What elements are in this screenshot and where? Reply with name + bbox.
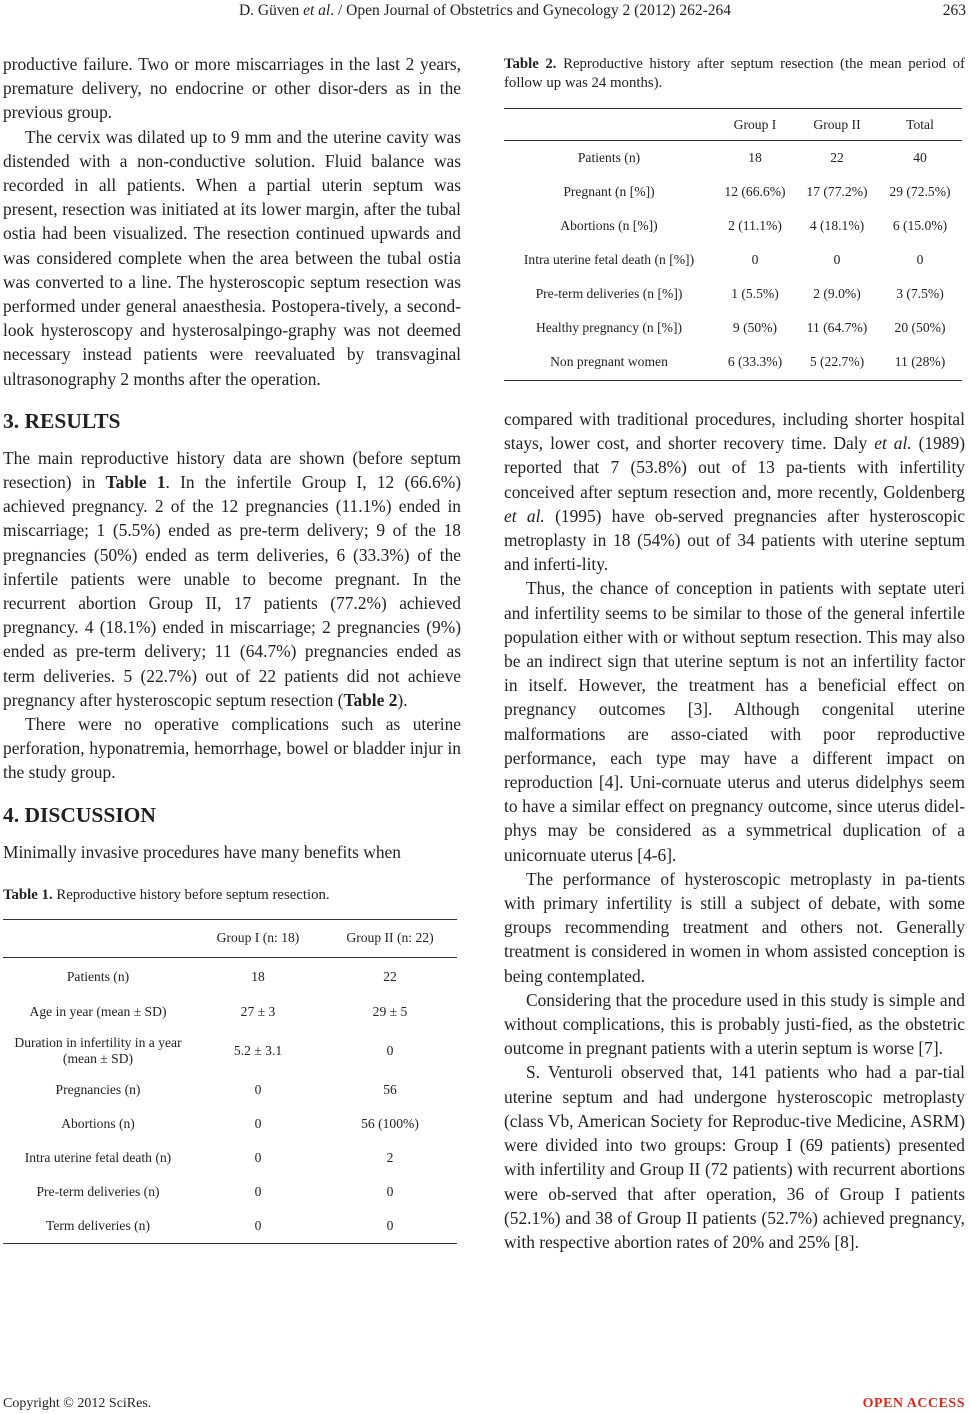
table-cell: Intra uterine fetal death (n) [24, 1150, 172, 1166]
table-cell: 9 (50%) [732, 319, 778, 335]
table-1-reference: Table 1 [105, 472, 166, 493]
table-cell: 0 [254, 1082, 262, 1098]
table-row [504, 175, 962, 209]
et-al-citation: et al. [504, 505, 545, 526]
table-2-caption-text: Reproductive history after septum resection (the mean period of follow up was 24 months). [504, 56, 965, 91]
table-row [3, 1141, 457, 1175]
table-cell: 0 [751, 251, 759, 267]
table-cell: 0 [916, 251, 924, 267]
results-text-b: . In the infertile Group I, 12 (66.6%) achieved pregnancy. 2 of the 12 pregnancies (11.1%) ended in miscarriage; 1 (5.5%) ended as pre-term delivery; 9 of the 18 pregnancies (50%) ended as term deliveries, 6 (33.3%) of the infertile patients were unable to become pregnant. In the recurrent abortion Group II, 17 patients (77.2%) achieved pregnancy. 4 (18.1%) ended in miscarriage; 2 pregnancies (9%) ended as pre-term delivery; 11 (64.7%) pregnancies ended as term deliveries. 5 (22.7%) out of 22 patients did not achieve pregnancy after hysteroscopic septum resection ( [3, 472, 461, 710]
table-cell: 56 (100%) [361, 1116, 419, 1132]
paragraph-discussion-4: Considering that the procedure used in this study is simple and without complications, this is probably justi-fied, as the obstetric outcome in pregnant patients with a uterin septum is worse [7]. [504, 989, 965, 1059]
table-cell: 0 [254, 1218, 262, 1234]
table-cell: Pregnancies (n) [55, 1082, 141, 1098]
table-cell: 11 (64.7%) [806, 319, 868, 335]
table-cell: 0 [386, 1043, 394, 1059]
table-1-caption [3, 886, 461, 905]
table-cell: 11 (28%) [894, 354, 946, 370]
table-cell: Abortions (n [%]) [560, 217, 658, 233]
table-cell: Term deliveries (n) [46, 1218, 150, 1234]
table-cell: 0 [386, 1184, 394, 1200]
table-cell: 29 ± 5 [372, 1004, 408, 1020]
table-cell: 22 [830, 149, 844, 165]
table-2-caption [504, 55, 965, 93]
table-row [504, 345, 962, 381]
table-1-label: Table 1. [3, 886, 53, 903]
table-2-label: Table 2. [504, 56, 557, 72]
table-cell: 0 [254, 1150, 262, 1166]
table-2-header-cell: Group II [813, 116, 861, 132]
table-cell: 2 (9.0%) [813, 285, 861, 301]
table-2-header-cell: Group I [733, 116, 777, 132]
table-1-header-row [3, 919, 457, 957]
table-1-header-cell [3, 919, 193, 957]
table-row [504, 243, 962, 277]
heading-results: 3. RESULTS [3, 408, 121, 433]
paragraph-discussion-2: Thus, the chance of conception in patients with septate uteri and infertility seems to be similar to those of the general infertile population either with or without septum resection. This may also be an indirect sign that uterine septum is not an infertility factor in itself. However, the treatment has a beneficial effect on pregnancy outcomes [3]. Although congenital uterine malformations are asso-ciated with poor reproductive performance, each type may have a different impact on reproduction [4]. Uni-cornuate uterus and uterus didelphys seem to have a similar effect on pregnancy outcome, since uterus didel-phys may be considered as a symmetrical duplication of a unicornuate uterus [4-6]. [504, 578, 965, 865]
table-row [3, 1029, 457, 1073]
paragraph-results-1 [3, 446, 461, 712]
table-1 [3, 919, 457, 1244]
table-cell: 3 (7.5%) [896, 285, 944, 301]
table-2-header-cell [504, 109, 714, 141]
table-cell: Age in year (mean ± SD) [29, 1004, 167, 1020]
header-et-al: et al [303, 2, 331, 19]
table-cell: Patients (n) [577, 149, 641, 165]
table-row [504, 141, 962, 175]
table-row [504, 277, 962, 311]
results-text-c: ). [397, 689, 408, 710]
header-journal: . / Open Journal of Obstetrics and Gynecology 2 (2012) 262-264 [330, 2, 732, 19]
header-authors: D. Güven [238, 2, 300, 19]
table-cell: Healthy pregnancy (n [%]) [535, 319, 683, 335]
table-1-caption-text: Reproductive history before septum resection. [52, 886, 330, 903]
table-cell: Patients (n) [66, 968, 130, 984]
open-access-label: OPEN ACCESS [862, 1396, 965, 1411]
paragraph-discussion-3: The performance of hysteroscopic metroplasty in pa-tients with primary infertility is still a subject of debate, with some groups recommending treatment and others not. Generally treatment is considered in women in whom assisted conception is being contemplated. [504, 868, 965, 986]
table-cell: 2 [386, 1150, 394, 1166]
table-cell: 20 (50%) [894, 319, 946, 335]
paragraph-discussion-1 [504, 407, 965, 576]
table-cell: 29 (72.5%) [889, 183, 951, 199]
table-cell: 4 (18.1%) [809, 217, 865, 233]
copyright-notice: Copyright © 2012 SciRes. [3, 1396, 152, 1411]
table-cell: 1 (5.5%) [731, 285, 779, 301]
table-cell: 6 (15.0%) [892, 217, 948, 233]
table-cell: Pregnant (n [%]) [563, 183, 655, 199]
table-cell: 12 (66.6%) [724, 183, 786, 199]
table-row [3, 1073, 457, 1107]
table-cell: 18 [251, 968, 265, 984]
table-cell: Abortions (n) [61, 1116, 135, 1132]
table-row [504, 311, 962, 345]
table-cell: 27 ± 3 [240, 1004, 276, 1020]
table-cell: 40 [913, 149, 927, 165]
paragraph-results-2: There were no operative complications such as uterine perforation, hyponatremia, hemorrhage, bowel or bladder injur in the study group. [3, 714, 461, 783]
table-cell: 56 [383, 1082, 397, 1098]
table-1-header-cell: Group I (n: 18) [216, 930, 300, 946]
table-cell: 2 (11.1%) [728, 217, 782, 233]
table-cell: 0 [254, 1116, 262, 1132]
table-cell: 0 [833, 251, 841, 267]
discussion-text-a: compared with traditional procedures, including shorter hospital stays, lower cost, and shorter recovery time. Daly [504, 409, 965, 454]
table-cell: Duration in infertility in a year (mean ± SD) [14, 1035, 182, 1067]
et-al-citation: et al. [874, 433, 912, 454]
page-footer [0, 1396, 970, 1414]
discussion-text-b: (1989) reported that 7 (53.8%) out of 13 pa-tients with infertility conceived after septum resection and, more recently, Goldenberg [504, 433, 966, 502]
table-cell: 18 [748, 149, 762, 165]
table-cell: 5 (22.7%) [809, 354, 865, 370]
table-row [3, 1175, 457, 1209]
table-2-reference: Table 2 [343, 689, 398, 710]
table-cell: 5.2 ± 3.1 [233, 1043, 283, 1059]
table-cell: 0 [254, 1184, 262, 1200]
table-2-header-row [504, 109, 962, 141]
discussion-text-c: (1995) have ob-served pregnancies after hysteroscopic metroplasty in 18 (54%) out of 34 patients with uterine septum and inferti-lity. [504, 505, 966, 575]
right-column [504, 52, 965, 1254]
running-header [0, 0, 970, 30]
table-cell: 22 [383, 968, 397, 984]
table-row [3, 957, 457, 995]
table-row [504, 209, 962, 243]
table-cell: Non pregnant women [550, 354, 668, 370]
table-2-header-cell: Total [906, 116, 934, 132]
table-row [3, 995, 457, 1029]
page-number: 263 [942, 2, 966, 19]
table-row [3, 1107, 457, 1141]
paragraph-procedure: The cervix was dilated up to 9 mm and the uterine cavity was distended with a non-conductive solution. Fluid balance was recorded in all patients. When a partial uterin septum was present, resection was initiated at its lower margin, after the tubal ostia had been visualized. The resection continued upwards and was considered complete when the area between the tubal ostia was converted to a line. The hysteroscopic septum resection was performed under general anaesthesia. Postopera-tively, a second-look hysteroscopy and hysterosalpingo-graphy was not deemed necessary instead patients were reevaluated by transvaginal ultrasonography 2 months after the operation. [3, 126, 461, 389]
results-text-a: The main reproductive history data are shown (before septum resection) in [3, 447, 461, 493]
table-cell: Pre-term deliveries (n [%]) [535, 285, 683, 301]
paragraph-methods-end: productive failure. Two or more miscarriages in the last 2 years, premature delivery, no endocrine or other disor-ders as in the previous group. [3, 54, 461, 123]
table-cell: Intra uterine fetal death (n [%]) [523, 251, 695, 267]
table-cell: 6 (33.3%) [727, 354, 783, 370]
table-2 [504, 108, 962, 381]
table-cell: Pre-term deliveries (n) [36, 1184, 160, 1200]
paragraph-discussion-start: Minimally invasive procedures have many benefits when [3, 841, 401, 862]
table-row [3, 1209, 457, 1243]
paragraph-discussion-5: S. Venturoli observed that, 141 patients who had a par-tial uterine septum and had undergone hysteroscopic metroplasty (class Vb, American Society for Reproduc-tive Medicine, ASRM) were divided into two groups: Group I (69 patients) presented with infertility and Group II (72 patients) with recurrent abortions were ob-served that after operation, 36 of Group I patients (52.1%) and 38 of Group II patients (52.7%) achieved pregnancy, with respective abortion rates of 20% and 25% [8]. [504, 1062, 965, 1252]
table-cell: 0 [386, 1218, 394, 1234]
table-1-header-cell: Group II (n: 22) [346, 930, 434, 946]
heading-discussion: 4. DISCUSSION [3, 802, 156, 827]
header-citation [0, 2, 970, 20]
left-column [3, 52, 461, 1244]
table-cell: 17 (77.2%) [806, 183, 868, 199]
